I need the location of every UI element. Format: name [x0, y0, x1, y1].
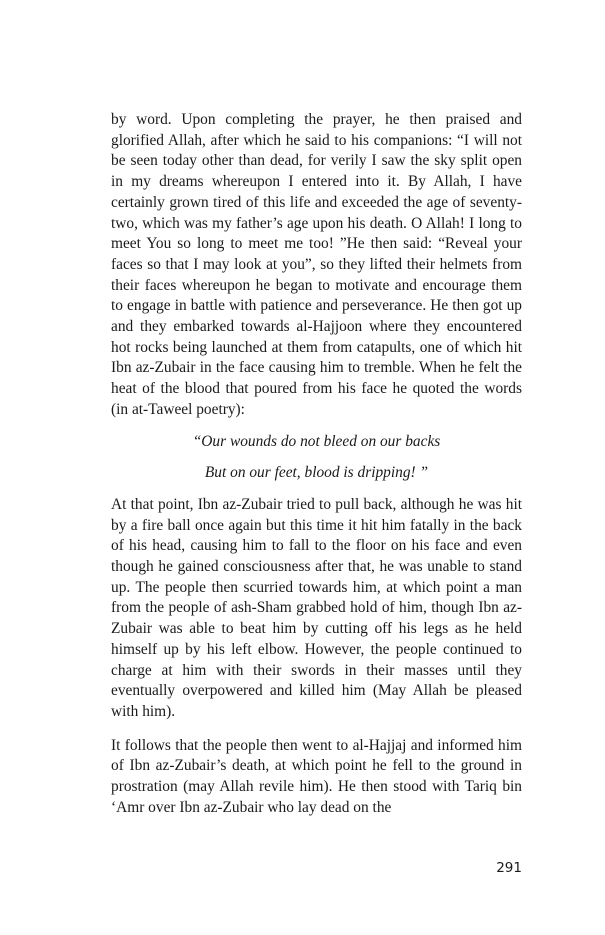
page-body [111, 110, 522, 819]
poetry-quote [111, 432, 522, 484]
verse-line-1: “Our wounds do not bleed on our backs [192, 432, 441, 450]
verse-line-2: But on our feet, blood is dripping! ” [204, 464, 429, 482]
page-number: 291 [496, 860, 522, 876]
paragraph-death: At that point, Ibn az-Zubair tried to pull back, although he was hit by a fire ball once again but this time it hit him fatally in the back of his head, causing him to fall to the floor on his face and even though he gained consciousness after that, he was unable to stand up. The people then scurried towards him, at which point a man from the people of ash-Sham grabbed hold of him, though Ibn az-Zubair was able to beat him by cutting off his legs as he held himself up by his left elbow. However, the people continued to charge at him with their swords in their masses until they eventually overpowered and killed him (May Allah be pleased with him). [111, 495, 522, 720]
paragraph-prayer-and-battle: by word. Upon completing the prayer, he then praised and glorified Allah, after which he said to his companions: “I will not be seen today other than dead, for verily I saw the sky split open in my dreams whereupon I entered into it. By Allah, I have certainly grown tired of this life and exceeded the age of seventy-two, which was my father’s age upon his death. O Allah! I long to meet You so long to meet me too! ”He then said: “Reveal your faces so that I may look at you”, so they lifted their helmets from their faces whereupon he began to motivate and encourage them to engage in battle with patience and perseverance. He then got up and they embarked towards al-Hajjoon where they encountered hot rocks being launched at them from catapults, one of which hit Ibn az-Zubair in the face causing him to tremble. When he felt the heat of the blood that poured from his face he quoted the words (in at-Taweel poetry): [111, 111, 522, 418]
paragraph-al-hajjaj: It follows that the people then went to al-Hajjaj and informed him of Ibn az-Zubair’s death, at which point he fell to the ground in prostration (may Allah revile him). He then stood with Tariq bin ‘Amr over Ibn az-Zubair who lay dead on the [111, 736, 522, 816]
